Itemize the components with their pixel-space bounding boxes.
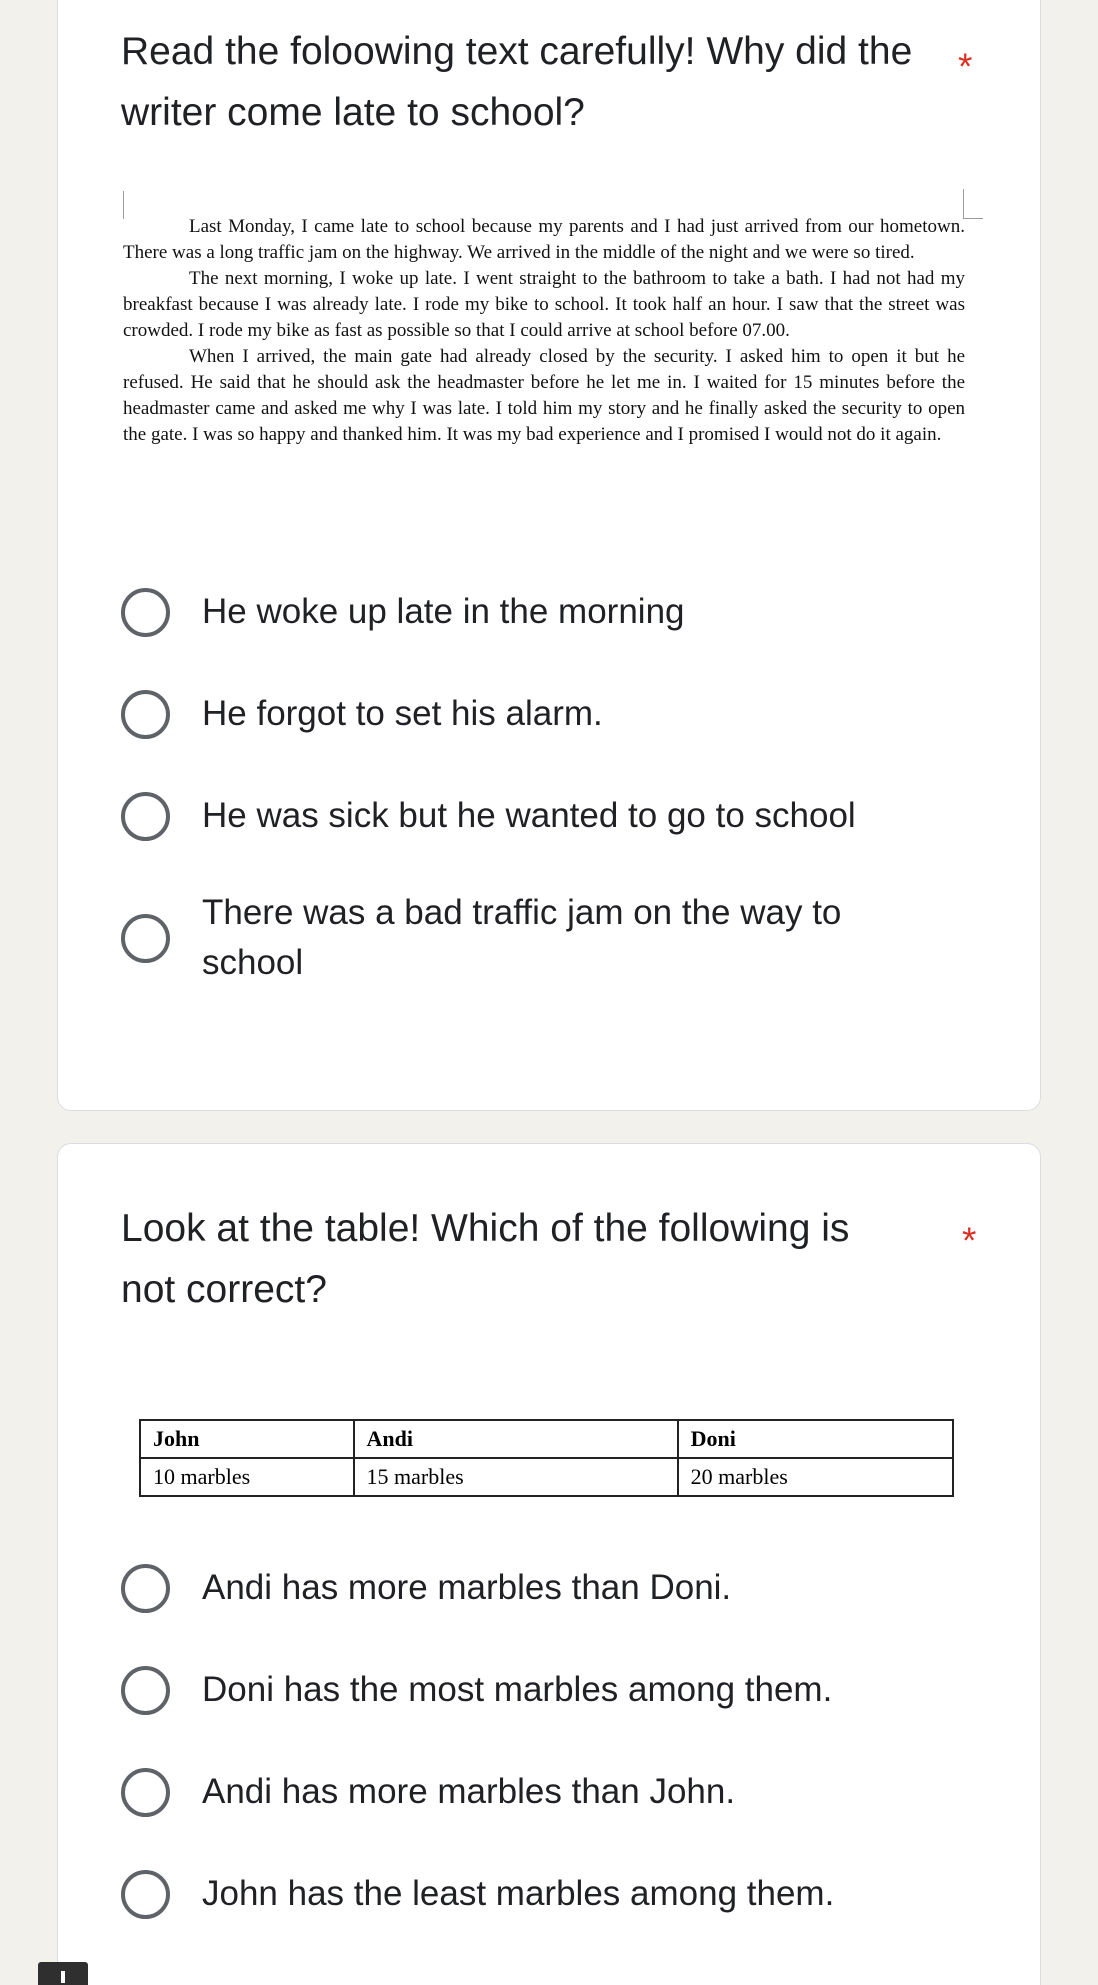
radio-button[interactable] (121, 1870, 170, 1919)
table-cell: 10 marbles (140, 1458, 354, 1496)
answer-option[interactable] (121, 888, 981, 988)
radio-button[interactable] (121, 1666, 170, 1715)
question-card-table (57, 1143, 1041, 1985)
answer-option[interactable] (121, 1869, 981, 1919)
option-label: Andi has more marbles than Doni. (202, 1568, 732, 1607)
radio-button[interactable] (121, 1564, 170, 1613)
reading-passage-image (123, 214, 965, 448)
passage-paragraph: Last Monday, I came late to school because my parents and I had just arrived from our hometown. There was a long traffic jam on the highway. We arrived in the middle of the night and we were so tired. (123, 216, 965, 263)
table-header-row (140, 1420, 953, 1458)
option-label: He woke up late in the morning (202, 592, 685, 631)
answer-option[interactable] (121, 689, 981, 739)
table-header-cell: John (140, 1420, 354, 1458)
required-asterisk: * (962, 1220, 977, 1261)
table-row (140, 1458, 953, 1496)
handle-grip-icon (61, 1971, 65, 1983)
passage-paragraph: When I arrived, the main gate had already closed by the security. I asked him to open it but he refused. He said that he should ask the headmaster before he let me in. I waited for 15 minutes before the headmaster came and asked me why I was late. I told him my story and he finally asked the security to open the gate. I was so happy and thanked him. It was my bad experience and I promised I would not do it again. (123, 346, 965, 445)
table-header-cell: Doni (678, 1420, 953, 1458)
table-header-cell: Andi (354, 1420, 678, 1458)
scan-crop-mark (963, 189, 983, 219)
answer-option[interactable] (121, 791, 981, 841)
radio-button[interactable] (121, 792, 170, 841)
option-label: Doni has the most marbles among them. (202, 1670, 833, 1709)
marbles-table-image (139, 1419, 954, 1497)
question-card-reading (57, 0, 1041, 1111)
question-title: Look at the table! Which of the following is not correct? (121, 1207, 850, 1311)
radio-button[interactable] (121, 588, 170, 637)
passage-paragraph: The next morning, I woke up late. I went straight to the bathroom to take a bath. I had not had my breakfast because I was already late. I rode my bike to school. It took half an hour. I saw that the street was crowded. I rode my bike as fast as possible so that I could arrive at school before 07.00. (123, 268, 965, 341)
required-asterisk: * (958, 46, 973, 87)
answer-option[interactable] (121, 1563, 981, 1613)
question-title: Read the foloowing text carefully! Why did the writer come late to school? (121, 30, 913, 134)
option-label: There was a bad traffic jam on the way to school (202, 893, 842, 982)
radio-button[interactable] (121, 1768, 170, 1817)
option-label: He forgot to set his alarm. (202, 694, 603, 733)
answer-option[interactable] (121, 1665, 981, 1715)
table-cell: 15 marbles (354, 1458, 678, 1496)
table-cell: 20 marbles (678, 1458, 953, 1496)
answer-option[interactable] (121, 1767, 981, 1817)
bottom-handle[interactable] (38, 1962, 88, 1985)
option-label: John has the least marbles among them. (202, 1874, 835, 1913)
option-label: He was sick but he wanted to go to school (202, 796, 856, 835)
radio-button[interactable] (121, 914, 170, 963)
radio-button[interactable] (121, 690, 170, 739)
option-label: Andi has more marbles than John. (202, 1772, 736, 1811)
answer-option[interactable] (121, 587, 981, 637)
